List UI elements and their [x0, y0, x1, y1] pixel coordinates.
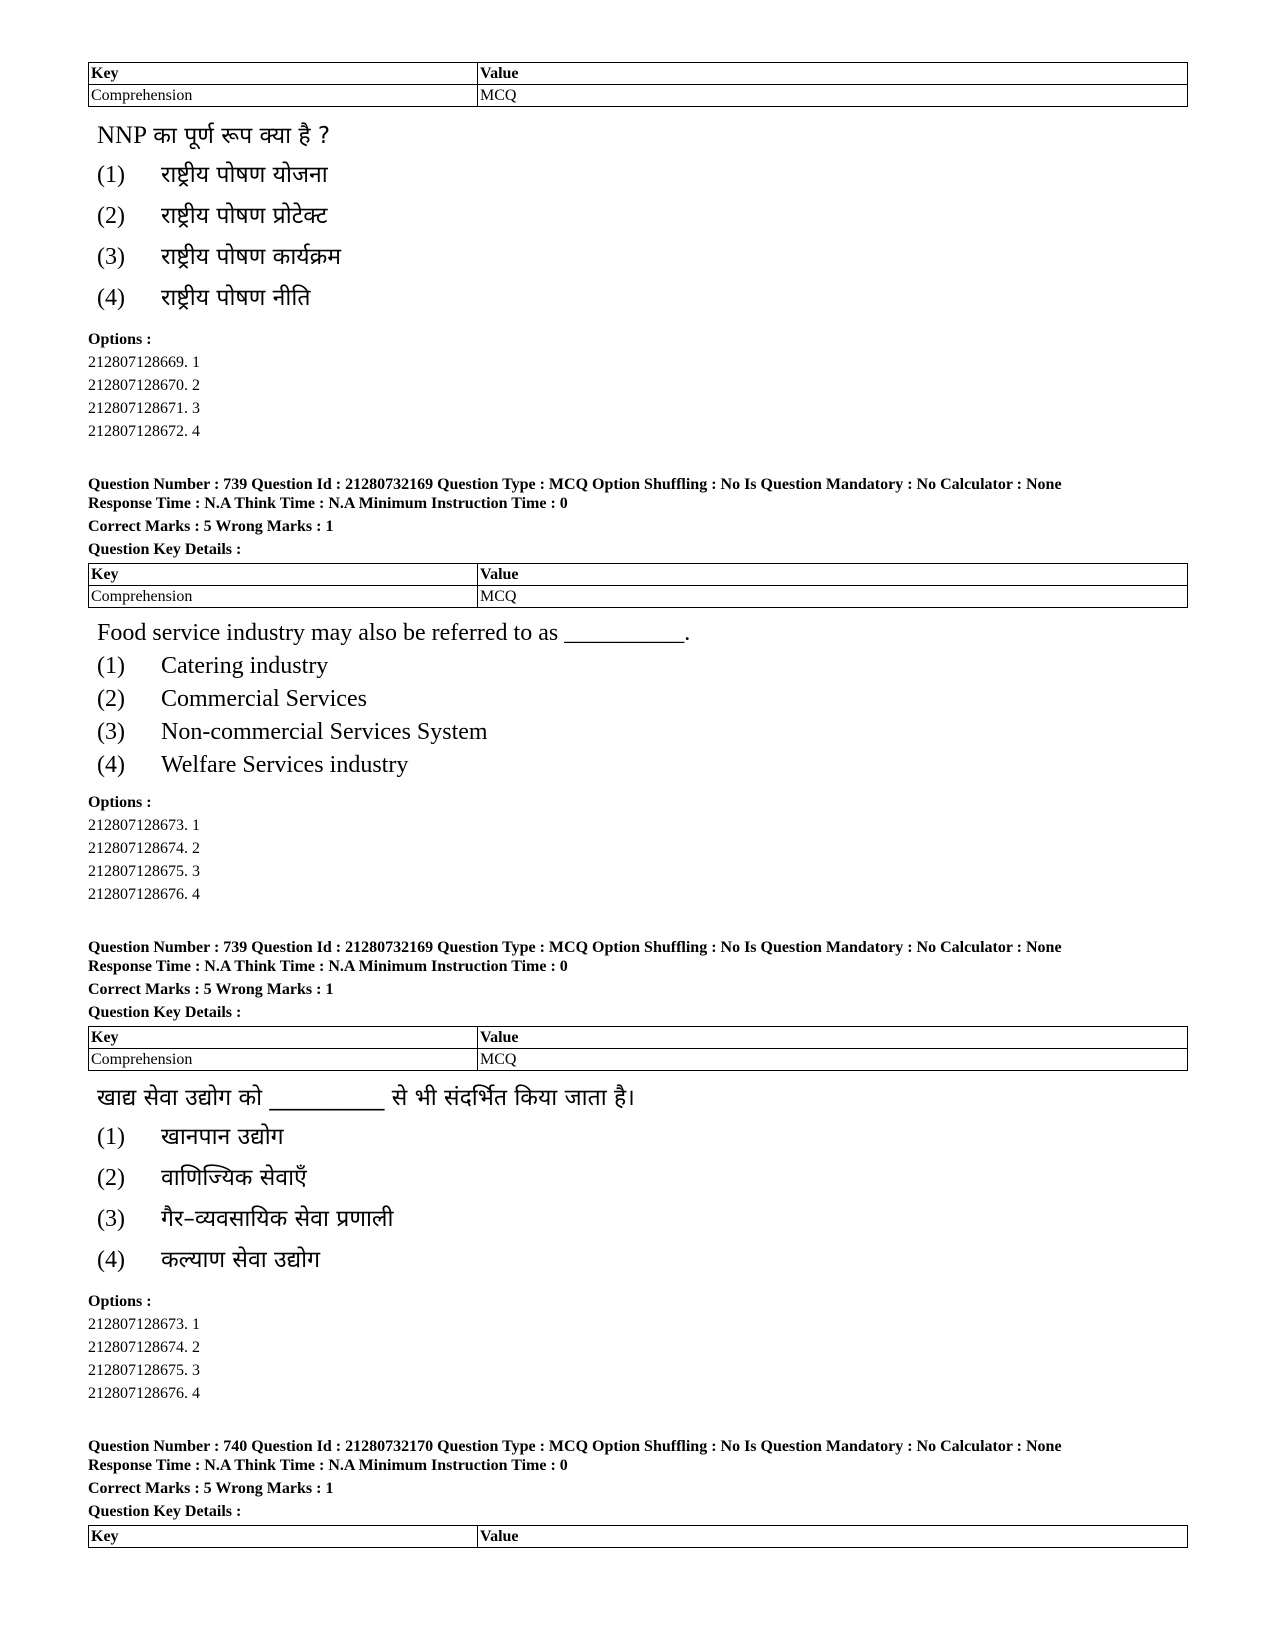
key-header: Key [89, 1526, 478, 1548]
choice-number: (4) [97, 285, 125, 311]
choice-item [97, 1158, 1188, 1199]
choice-number: (4) [97, 752, 125, 778]
option-id: 212807128676. 4 [88, 886, 200, 903]
option-id: 212807128675. 3 [88, 1362, 200, 1379]
option-id: 212807128673. 1 [88, 817, 200, 834]
choice-number: (3) [97, 719, 125, 745]
question-meta [88, 1437, 1188, 1475]
option-id: 212807128672. 4 [88, 423, 200, 440]
stem-hindi: का पूर्ण रूप क्या है ? [153, 123, 331, 149]
question-meta-line2: Response Time : N.A Think Time : N.A Minimum Instruction Time : 0 [88, 958, 568, 975]
question-key-table [88, 563, 1188, 608]
marks-line: Correct Marks : 5 Wrong Marks : 1 [88, 518, 334, 535]
key-cell: Comprehension [89, 85, 478, 107]
stem-abbreviation: NNP [97, 122, 148, 149]
choice-number: (1) [97, 653, 125, 679]
choice-text: राष्ट्रीय पोषण योजना [161, 162, 328, 188]
question-stem: खाद्य सेवा उद्योग को __________ से भी संदर्भित किया जाता है। [97, 1085, 635, 1111]
choice-item [97, 1117, 1188, 1158]
option-id: 212807128675. 3 [88, 863, 200, 880]
value-header: Value [478, 1027, 1188, 1049]
choice-text: Catering industry [161, 653, 329, 679]
table-row [89, 85, 1188, 107]
choice-number: (1) [97, 162, 125, 188]
option-id: 212807128671. 3 [88, 400, 200, 417]
key-details-label: Question Key Details : [88, 541, 242, 558]
options-label: Options : [88, 1293, 152, 1310]
choice-text: कल्याण सेवा उद्योग [161, 1247, 321, 1273]
option-id-list [88, 814, 1188, 906]
table-row [89, 1049, 1188, 1071]
question-key-table [88, 1026, 1188, 1071]
question-stem [97, 119, 1188, 153]
choice-number: (4) [97, 1247, 125, 1273]
choice-text: गैर–व्यवसायिक सेवा प्रणाली [161, 1206, 394, 1232]
question-key-table [88, 62, 1188, 107]
table-header-row [89, 1027, 1188, 1049]
choice-item [97, 1240, 1188, 1281]
choice-number: (2) [97, 1165, 125, 1191]
choice-list [88, 155, 1188, 319]
choice-text: Non-commercial Services System [161, 719, 488, 745]
question-meta [88, 475, 1188, 513]
value-cell: MCQ [478, 586, 1188, 608]
question-meta-line1: Question Number : 739 Question Id : 21280732169 Question Type : MCQ Option Shuffling : No Is Question Mandatory : No Calculator : None [88, 476, 1062, 493]
question-key-table [88, 1525, 1188, 1548]
key-cell: Comprehension [89, 1049, 478, 1071]
question-meta [88, 938, 1188, 976]
option-id: 212807128673. 1 [88, 1316, 200, 1333]
choice-list [88, 650, 1188, 782]
option-id: 212807128674. 2 [88, 1339, 200, 1356]
question-meta-line2: Response Time : N.A Think Time : N.A Minimum Instruction Time : 0 [88, 495, 568, 512]
key-header: Key [89, 564, 478, 586]
value-cell: MCQ [478, 1049, 1188, 1071]
choice-text: खानपान उद्योग [161, 1124, 284, 1150]
choice-item [97, 155, 1188, 196]
key-details-label: Question Key Details : [88, 1004, 242, 1021]
option-id: 212807128674. 2 [88, 840, 200, 857]
option-id: 212807128676. 4 [88, 1385, 200, 1402]
options-label: Options : [88, 794, 152, 811]
choice-number: (3) [97, 244, 125, 270]
table-header-row [89, 1526, 1188, 1548]
table-header-row [89, 63, 1188, 85]
key-cell: Comprehension [89, 586, 478, 608]
choice-text: राष्ट्रीय पोषण नीति [161, 285, 311, 311]
value-header: Value [478, 564, 1188, 586]
marks-line: Correct Marks : 5 Wrong Marks : 1 [88, 1480, 334, 1497]
question-meta-line1: Question Number : 739 Question Id : 21280732169 Question Type : MCQ Option Shuffling : No Is Question Mandatory : No Calculator : None [88, 939, 1062, 956]
choice-number: (1) [97, 1124, 125, 1150]
choice-item [97, 1199, 1188, 1240]
question-meta-line1: Question Number : 740 Question Id : 21280732170 Question Type : MCQ Option Shuffling : No Is Question Mandatory : No Calculator : None [88, 1438, 1062, 1455]
value-header: Value [478, 63, 1188, 85]
document-page [88, 62, 1188, 1548]
option-id: 212807128670. 2 [88, 377, 200, 394]
choice-item [97, 683, 1188, 716]
choice-text: वाणिज्यिक सेवाएँ [161, 1165, 307, 1191]
choice-text: Commercial Services [161, 686, 367, 712]
choice-item [97, 716, 1188, 749]
question-stem: Food service industry may also be referred to as __________. [97, 620, 691, 646]
choice-item [97, 650, 1188, 683]
option-id-list [88, 351, 1188, 443]
question-meta-line2: Response Time : N.A Think Time : N.A Minimum Instruction Time : 0 [88, 1457, 568, 1474]
table-header-row [89, 564, 1188, 586]
choice-item [97, 278, 1188, 319]
choice-text: राष्ट्रीय पोषण कार्यक्रम [161, 244, 342, 270]
choice-item [97, 237, 1188, 278]
table-row [89, 586, 1188, 608]
marks-line: Correct Marks : 5 Wrong Marks : 1 [88, 981, 334, 998]
key-header: Key [89, 1027, 478, 1049]
choice-number: (2) [97, 203, 125, 229]
choice-number: (3) [97, 1206, 125, 1232]
options-label: Options : [88, 331, 152, 348]
key-header: Key [89, 63, 478, 85]
value-cell: MCQ [478, 85, 1188, 107]
value-header: Value [478, 1526, 1188, 1548]
choice-text: Welfare Services industry [161, 752, 409, 778]
choice-list [88, 1117, 1188, 1281]
choice-item [97, 749, 1188, 782]
key-details-label: Question Key Details : [88, 1503, 242, 1520]
option-id-list [88, 1313, 1188, 1405]
choice-number: (2) [97, 686, 125, 712]
choice-text: राष्ट्रीय पोषण प्रोटेक्ट [161, 203, 328, 229]
choice-item [97, 196, 1188, 237]
option-id: 212807128669. 1 [88, 354, 200, 371]
